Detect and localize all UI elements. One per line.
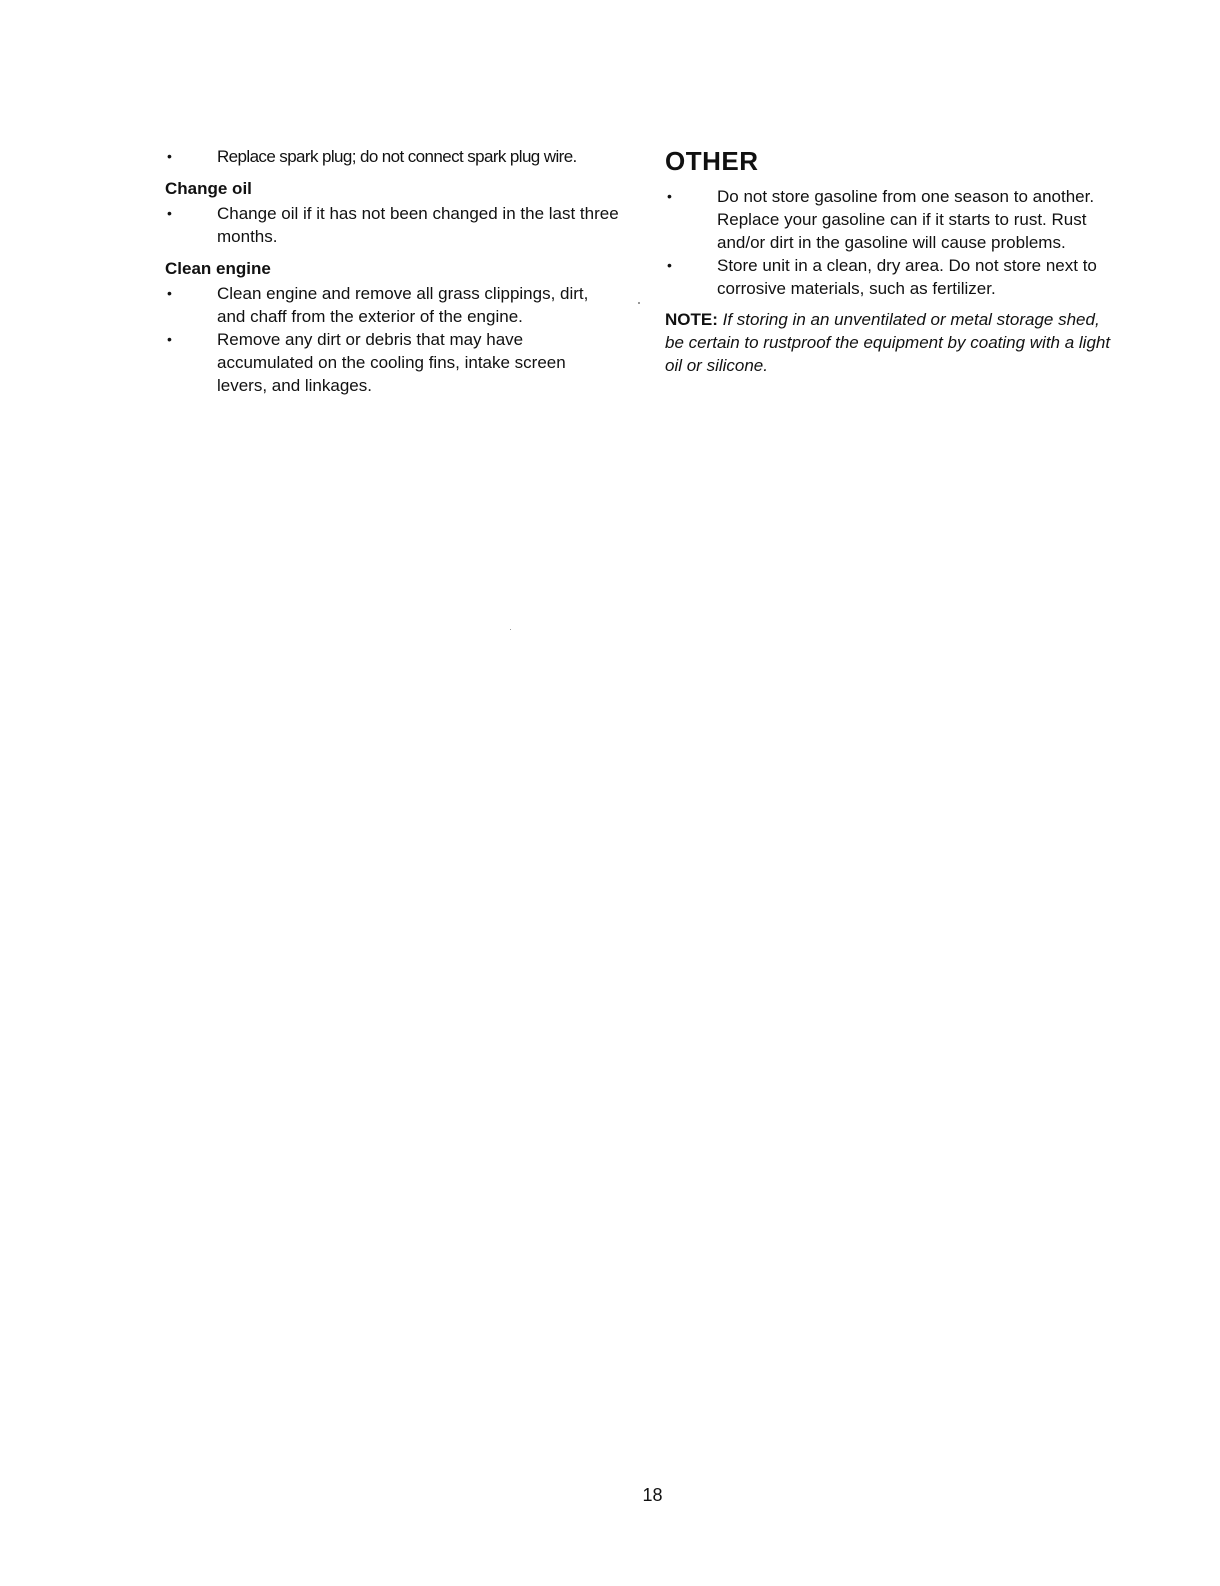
bullet-icon: • <box>667 257 672 273</box>
list-item <box>165 328 620 397</box>
list-item <box>165 202 620 248</box>
bullet-text: Do not store gasoline from one season to another. Replace your gasoline can if it starts to rust. Rust and/or dirt in the gasoline will cause problems. <box>717 187 1095 252</box>
list-item <box>665 185 1120 254</box>
note-text: If storing in an unventilated or metal storage shed, be certain to rustproof the equipment by coating with a light oil or silicone. <box>665 310 1111 375</box>
storage-note <box>665 308 1120 377</box>
scan-speck <box>638 302 640 304</box>
list-item <box>165 145 620 168</box>
bullet-icon: • <box>667 188 672 204</box>
list-item <box>665 254 1120 300</box>
other-section-title: OTHER <box>665 146 759 176</box>
list-item <box>165 282 620 328</box>
change-oil-heading: Change oil <box>165 179 252 198</box>
bullet-text: Remove any dirt or debris that may have accumulated on the cooling fins, intake screen levers, and linkages. <box>217 330 566 395</box>
bullet-icon: • <box>167 148 172 164</box>
clean-engine-heading: Clean engine <box>165 259 271 278</box>
note-label: NOTE: <box>665 310 718 329</box>
bullet-icon: • <box>167 285 172 301</box>
bullet-text: Clean engine and remove all grass clippings, dirt, and chaff from the exterior of the engine. <box>217 284 589 326</box>
page-number: 18 <box>642 1485 663 1505</box>
bullet-text: Change oil if it has not been changed in the last three months. <box>217 204 619 246</box>
right-column <box>665 145 1120 377</box>
bullet-text: Store unit in a clean, dry area. Do not store next to corrosive materials, such as fertilizer. <box>717 256 1097 298</box>
bullet-text: Replace spark plug; do not connect spark plug wire. <box>217 147 577 166</box>
bullet-icon: • <box>167 331 172 347</box>
left-column <box>165 145 620 397</box>
scan-speck <box>510 629 511 630</box>
bullet-icon: • <box>167 205 172 221</box>
